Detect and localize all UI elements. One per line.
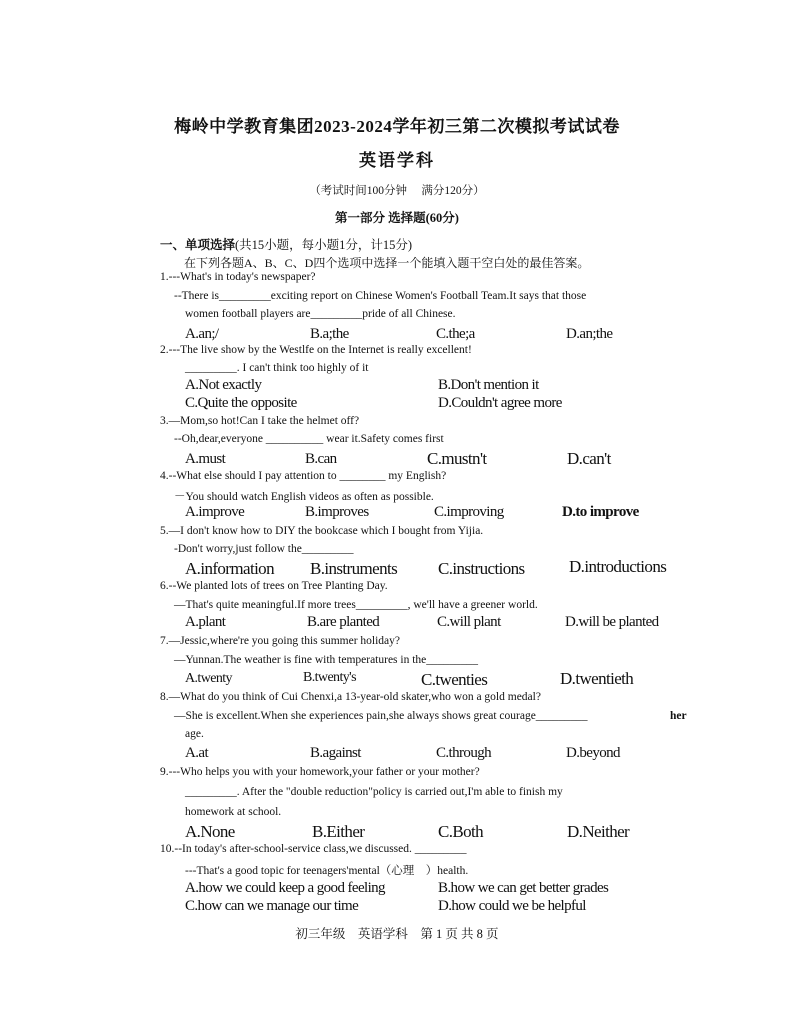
question-text: 8.—What do you think of Cui Chenxi,a 13-year-old skater,who won a gold medal? <box>160 691 541 703</box>
option-d: D.beyond <box>566 745 620 761</box>
option-a: A.twenty <box>185 671 232 686</box>
section-heading <box>160 235 412 253</box>
question-text: --Oh,dear,everyone __________ wear it.Safety comes first <box>174 433 444 445</box>
question-text: --There is_________exciting report on Chinese Women's Football Team.It says that those <box>174 290 587 302</box>
question-text: -Don't worry,just follow the_________ <box>174 543 354 555</box>
question-text: 5.—I don't know how to DIY the bookcase which I bought from Yijia. <box>160 525 484 537</box>
exam-title: 梅岭中学教育集团2023-2024学年初三第二次模拟考试试卷 <box>174 117 620 136</box>
option-b: B.against <box>310 745 361 761</box>
option-b: B.twenty's <box>303 670 356 685</box>
option-c: C.the;a <box>436 326 475 342</box>
option-b: B.can <box>305 451 337 467</box>
section-instruction: 在下列各题A、B、C、D四个选项中选择一个能填入题干空白处的最佳答案。 <box>184 256 590 270</box>
option-c: C.Quite the opposite <box>185 395 297 411</box>
option-a: A.None <box>185 822 235 841</box>
option-d: D.twentieth <box>560 669 634 688</box>
option-c: C.improving <box>434 504 504 520</box>
option-d: D.Neither <box>567 822 630 841</box>
option-c: C.how can we manage our time <box>185 898 359 914</box>
question-text: 9.---Who helps you with your homework,your father or your mother? <box>160 766 480 778</box>
question-text: 3.—Mom,so hot!Can I take the helmet off? <box>160 415 360 427</box>
subject-title: 英语学科 <box>359 151 435 170</box>
question-text-bold: her <box>670 710 687 722</box>
option-a: A.improve <box>185 504 245 520</box>
section-heading-label: 一、单项选择 <box>160 238 236 252</box>
option-d: D.Couldn't agree more <box>438 395 562 411</box>
option-c: C.will plant <box>437 614 501 630</box>
option-d: D.an;the <box>566 326 613 342</box>
option-a: A.must <box>185 451 226 467</box>
question-text: homework at school. <box>185 806 282 818</box>
option-a: A.plant <box>185 614 226 630</box>
option-b: B.a;the <box>310 326 349 342</box>
part-title: 第一部分 选择题(60分) <box>335 211 459 225</box>
option-b: B.improves <box>305 504 369 520</box>
question-text: —That's quite meaningful.If more trees_________, we'll have a greener world. <box>174 599 538 611</box>
question-text: _________. After the "double reduction"policy is carried out,I'm able to finish my <box>185 786 563 798</box>
option-c: C.through <box>436 745 492 761</box>
question-text: 7.—Jessic,where're you going this summer holiday? <box>160 635 401 647</box>
option-a: A.information <box>185 559 274 578</box>
option-d: D.can't <box>567 449 611 468</box>
question-text: —She is excellent.When she experiences pain,she always shows great courage_________ <box>174 710 588 722</box>
option-a: A.how we could keep a good feeling <box>185 880 385 896</box>
option-a: A.an;/ <box>185 326 219 342</box>
option-b: B.Don't mention it <box>438 377 539 393</box>
question-text: —Yunnan.The weather is fine with temperatures in the_________ <box>174 654 479 666</box>
exam-info: （考试时间100分钟 满分120分） <box>309 185 485 197</box>
option-c: C.Both <box>438 822 484 841</box>
option-b: B.are planted <box>307 614 380 630</box>
option-b: B.Either <box>312 822 365 841</box>
option-c: C.instructions <box>438 559 525 578</box>
question-text: 6.--We planted lots of trees on Tree Planting Day. <box>160 580 388 592</box>
question-text: age. <box>185 728 204 740</box>
question-text: 10.--In today's after-school-service class,we discussed. _________ <box>160 843 467 855</box>
page-footer: 初三年级 英语学科 第 1 页 共 8 页 <box>295 927 499 941</box>
option-b: B.instruments <box>310 559 398 578</box>
option-c: C.twenties <box>421 670 488 689</box>
option-d: D.introductions <box>569 557 667 576</box>
option-c: C.mustn't <box>427 449 487 468</box>
option-b: B.how we can get better grades <box>438 880 609 896</box>
question-text: _________. I can't think too highly of it <box>185 362 369 374</box>
section-heading-detail: (共15小题，每小题1分，计15分) <box>235 238 413 252</box>
question-text: 4.--What else should I pay attention to ________ my English? <box>160 470 447 482</box>
question-text: －You should watch English videos as often as possible. <box>174 491 434 503</box>
option-a: A.at <box>185 745 209 761</box>
question-text: 1.---What's in today's newspaper? <box>160 271 316 283</box>
option-d: D.how could we be helpful <box>438 898 586 914</box>
question-text: 2.---The live show by the Westlfe on the Internet is really excellent! <box>160 344 472 356</box>
option-a: A.Not exactly <box>185 377 262 393</box>
option-d: D.to improve <box>562 504 639 520</box>
question-text: women football players are_________pride of all Chinese. <box>185 308 456 320</box>
question-text: ---That's a good topic for teenagers'mental（心理 ）health. <box>185 865 469 877</box>
option-d: D.will be planted <box>565 614 659 630</box>
